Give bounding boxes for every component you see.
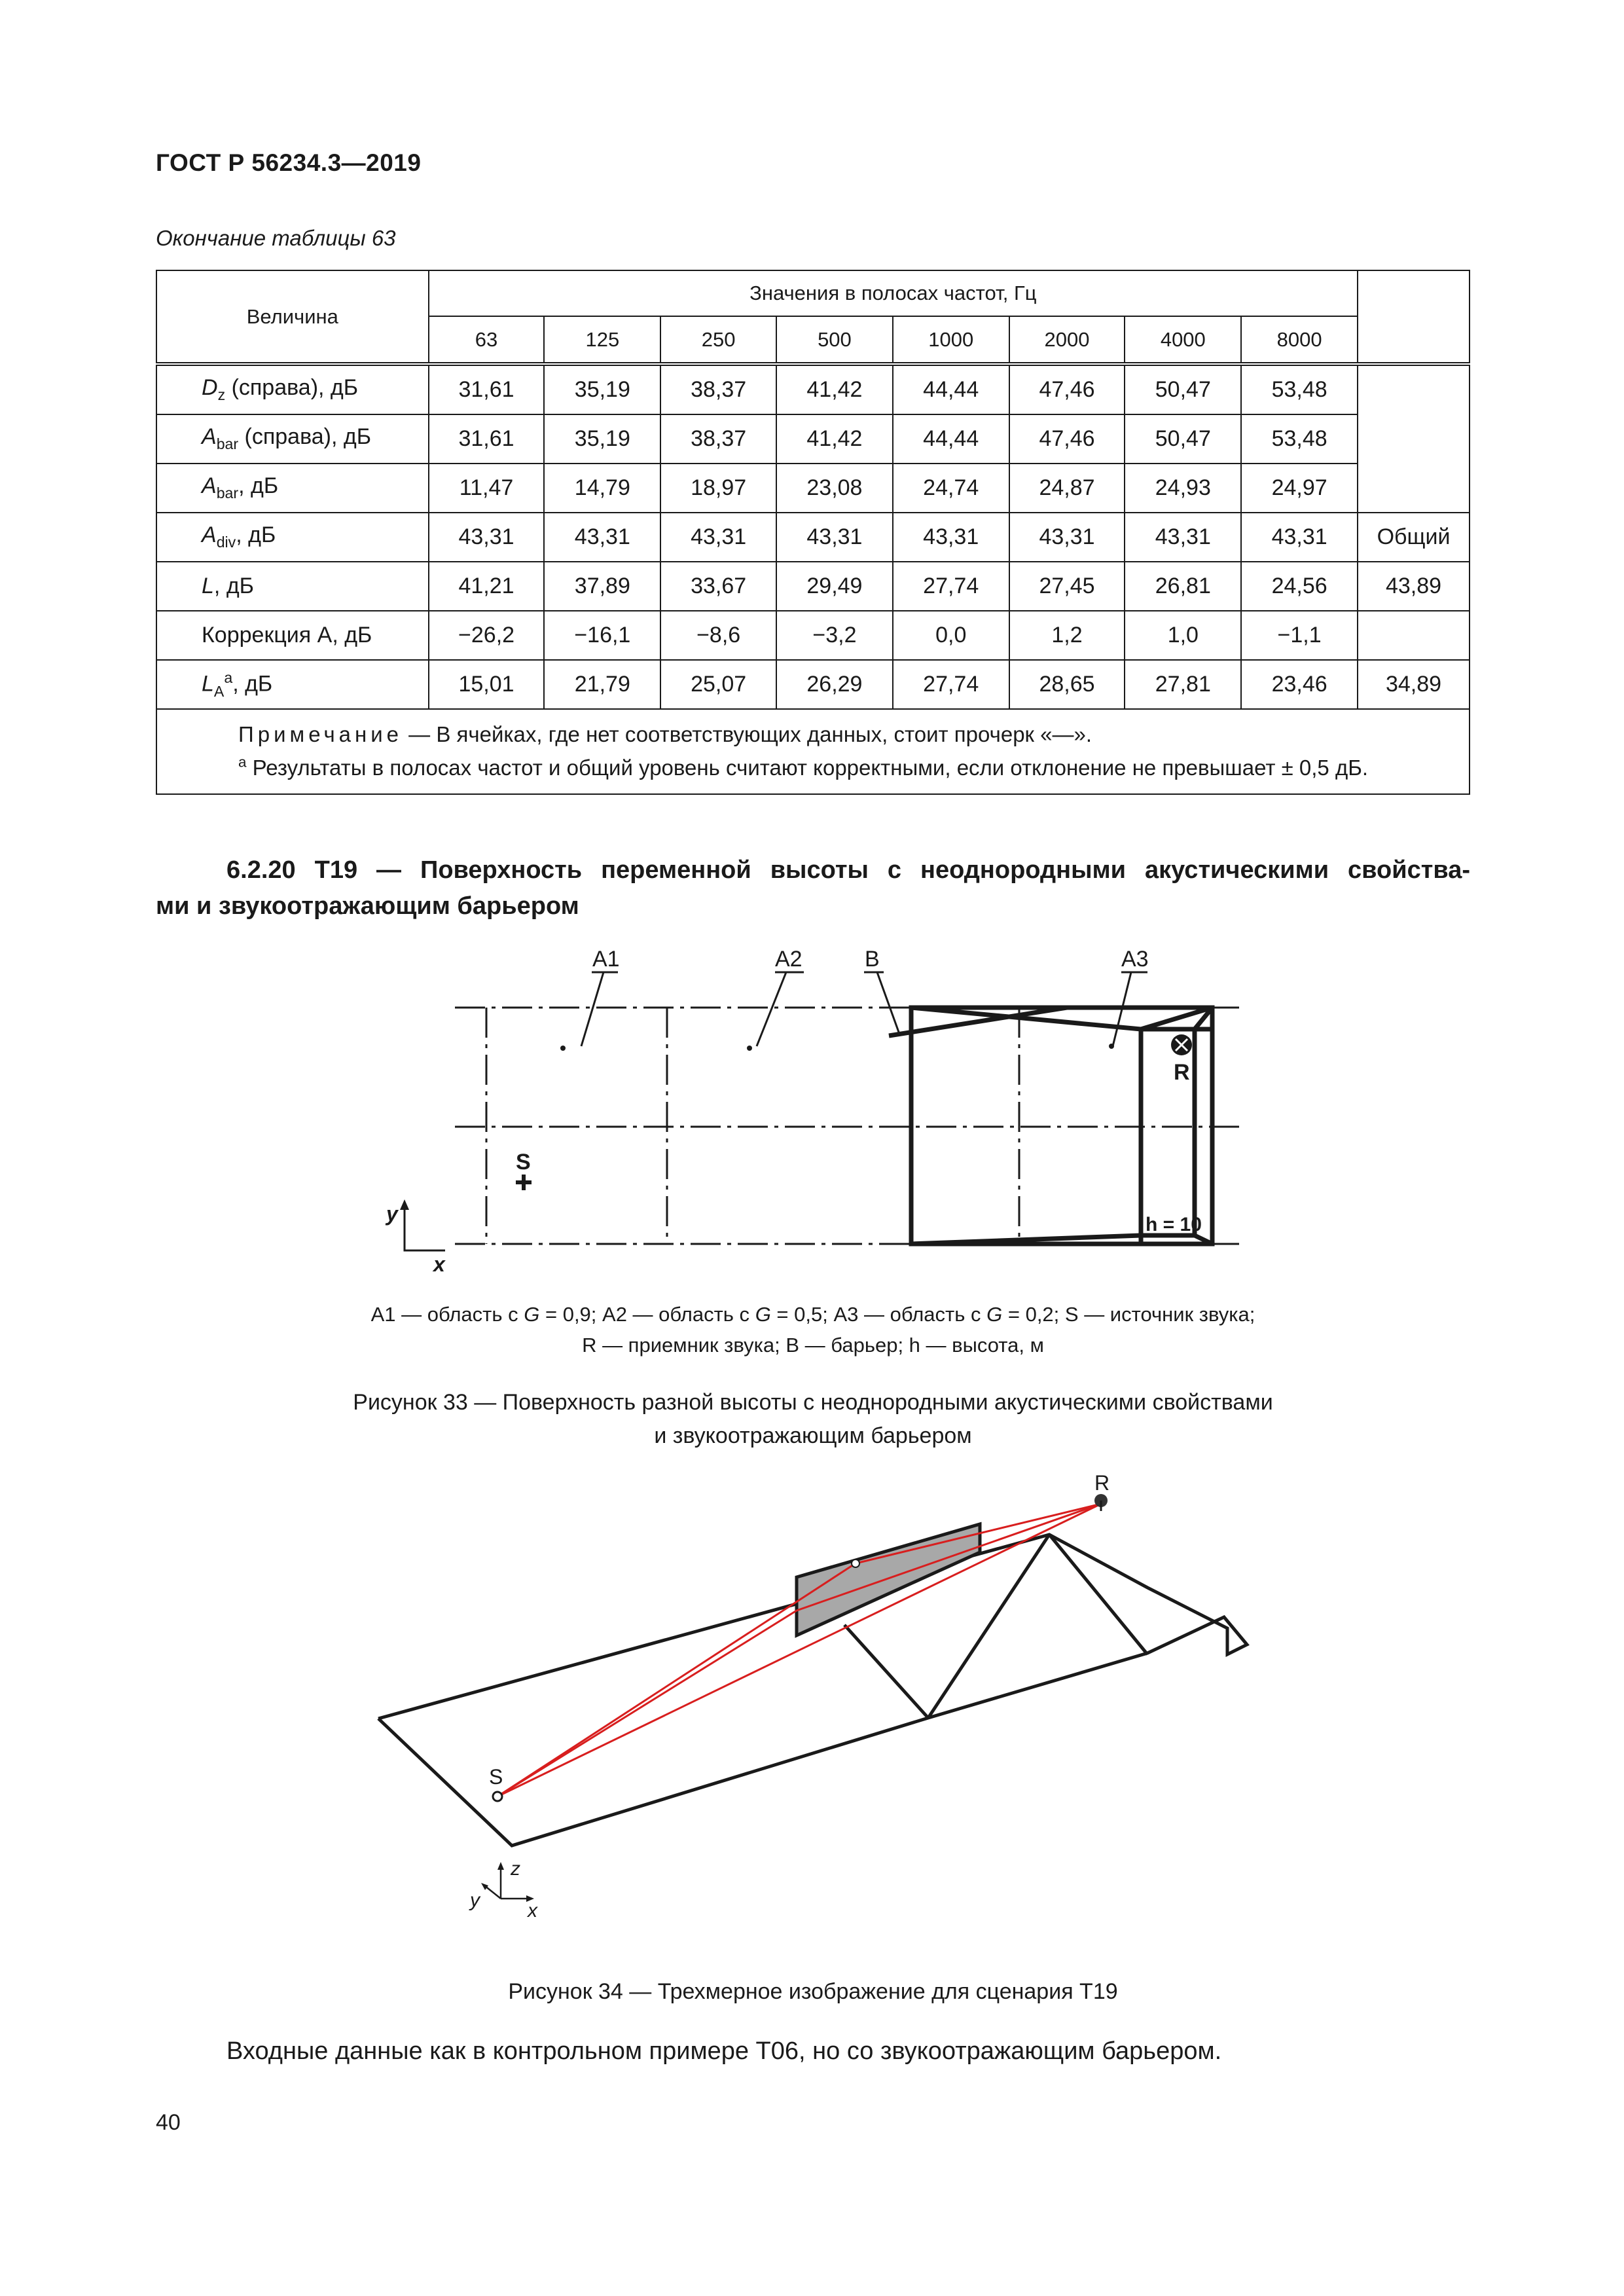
- direct-ray: [497, 1504, 1101, 1796]
- reflection-point: [852, 1559, 859, 1567]
- axis-arrow: [400, 1199, 409, 1210]
- figure-33-caption: [156, 1386, 1470, 1453]
- cell: 24,56: [1241, 562, 1358, 611]
- cell: 38,37: [660, 414, 776, 464]
- ground-fold-line: [1049, 1535, 1147, 1654]
- total-cell: 34,89: [1358, 660, 1470, 709]
- total-cell: Общий: [1358, 513, 1470, 562]
- cell: 31,61: [429, 414, 545, 464]
- row-label: $D_z$ (справа), дБ: [156, 364, 429, 414]
- label-a2: A2: [775, 947, 803, 972]
- table-caption: Окончание таблицы 63: [156, 226, 396, 250]
- row-label: Коррекция А, дБ: [156, 611, 429, 660]
- freq-header: 250: [660, 316, 776, 364]
- caption-line: и звукоотражающим барьером: [654, 1423, 972, 1448]
- axis-label-z: z: [511, 1858, 520, 1880]
- page-number: 40: [156, 2110, 181, 2135]
- label-r: R: [1174, 1060, 1190, 1085]
- freq-header: 63: [429, 316, 545, 364]
- figure-34-3d-view: [367, 1467, 1283, 1951]
- table-row: [156, 414, 1470, 464]
- cell: 24,87: [1009, 464, 1125, 513]
- cell: −16,1: [544, 611, 660, 660]
- cell: 23,08: [776, 464, 893, 513]
- cell: 41,42: [776, 364, 893, 414]
- row-label: L, дБ: [156, 562, 429, 611]
- total-header: [1358, 270, 1470, 364]
- label-s: S: [489, 1765, 503, 1789]
- diffracted-ray: [497, 1563, 856, 1796]
- freq-header: 500: [776, 316, 893, 364]
- leader-line-b: [877, 972, 900, 1036]
- cell: 23,46: [1241, 660, 1358, 709]
- axis-label-x: x: [433, 1252, 445, 1276]
- cell: 53,48: [1241, 414, 1358, 464]
- cell: 43,31: [544, 513, 660, 562]
- cell: 44,44: [893, 414, 1009, 464]
- cell: 41,42: [776, 414, 893, 464]
- receiver-symbol: [1171, 1034, 1192, 1055]
- row-label: $A_{bar}$, дБ: [156, 464, 429, 513]
- label-height: h = 10: [1146, 1214, 1202, 1235]
- frequency-group-header: Значения в полосах частот, Гц: [429, 270, 1358, 316]
- body-paragraph: Входные данные как в контрольном примере Т06, но со звукоотражающим барьером.: [226, 2037, 1222, 2065]
- figure-33-legend: [156, 1300, 1470, 1360]
- cell: 24,93: [1125, 464, 1241, 513]
- cell: 44,44: [893, 364, 1009, 414]
- cell: 0,0: [893, 611, 1009, 660]
- total-cell: 43,89: [1358, 562, 1470, 611]
- axis-label-y: y: [386, 1202, 398, 1226]
- cell: 11,47: [429, 464, 545, 513]
- label-a3: A3: [1121, 947, 1149, 972]
- cell: −26,2: [429, 611, 545, 660]
- table-row: [156, 562, 1470, 611]
- marker-dot: [747, 1046, 752, 1051]
- cell: 43,31: [1125, 513, 1241, 562]
- axis-arrow: [497, 1862, 504, 1870]
- row-label: $A_{div}$, дБ: [156, 513, 429, 562]
- table-row: [156, 364, 1470, 414]
- cell: 28,65: [1009, 660, 1125, 709]
- cell: 37,89: [544, 562, 660, 611]
- reflected-ray-incident: [497, 1611, 797, 1796]
- cell: 47,46: [1009, 414, 1125, 464]
- freq-header: 2000: [1009, 316, 1125, 364]
- cell: 43,31: [429, 513, 545, 562]
- cell: 1,2: [1009, 611, 1125, 660]
- section-heading: 6.2.20 Т19 — Поверхность переменной высоты с неоднородными акустическими свойства- ми и звукоотражающим барьером: [156, 856, 1471, 920]
- cell: 25,07: [660, 660, 776, 709]
- slope-edge: [844, 1625, 928, 1718]
- leader-line-a1: [581, 972, 604, 1046]
- cell: 41,21: [429, 562, 545, 611]
- cell: 29,49: [776, 562, 893, 611]
- row-label: $A_{bar}$ (справа), дБ: [156, 414, 429, 464]
- row-label: $L_A^a$, дБ: [156, 660, 429, 709]
- cell: 43,31: [1241, 513, 1358, 562]
- cell: 26,81: [1125, 562, 1241, 611]
- figure-34-caption: Рисунок 34 — Трехмерное изображение для сценария Т19: [508, 1979, 1118, 2004]
- label-a1: A1: [592, 947, 620, 972]
- cell: 33,67: [660, 562, 776, 611]
- leader-line-a2: [757, 972, 786, 1046]
- axis-label-y: y: [470, 1889, 480, 1911]
- table-row: [156, 660, 1470, 709]
- cell: 27,74: [893, 660, 1009, 709]
- cell: 50,47: [1125, 364, 1241, 414]
- figure-33-plan: [367, 930, 1283, 1277]
- cell: 35,19: [544, 364, 660, 414]
- legend-line: R — приемник звука; В — барьер; h — высота, м: [582, 1333, 1044, 1357]
- label-b: B: [865, 947, 880, 972]
- table-row: [156, 513, 1470, 562]
- cell: 26,29: [776, 660, 893, 709]
- cell: 1,0: [1125, 611, 1241, 660]
- cell: 43,31: [776, 513, 893, 562]
- freq-header: 4000: [1125, 316, 1241, 364]
- freq-header: 125: [544, 316, 660, 364]
- data-table: [156, 270, 1470, 795]
- table-row: [156, 464, 1470, 513]
- cell: 15,01: [429, 660, 545, 709]
- footnote-line: $^a$ Результаты в полосах частот и общий уровень считают корректными, если отклонение не превышает ± 0,5 дБ.: [238, 754, 1369, 780]
- cell: 24,97: [1241, 464, 1358, 513]
- cell: 14,79: [544, 464, 660, 513]
- label-s: S: [516, 1150, 531, 1175]
- cell: 35,19: [544, 414, 660, 464]
- cell: 53,48: [1241, 364, 1358, 414]
- cell: 50,47: [1125, 414, 1241, 464]
- axis-arrow: [481, 1883, 488, 1890]
- cell: 18,97: [660, 464, 776, 513]
- document-header: ГОСТ Р 56234.3—2019: [156, 149, 422, 176]
- marker-dot: [560, 1046, 566, 1051]
- cell: 43,31: [1009, 513, 1125, 562]
- caption-line: Рисунок 33 — Поверхность разной высоты с неоднородными акустическими свойствами: [353, 1390, 1273, 1415]
- table-note-row: [156, 709, 1470, 794]
- axis-triad: [484, 1867, 530, 1899]
- cell: 43,31: [660, 513, 776, 562]
- cell: 21,79: [544, 660, 660, 709]
- axis-label-x: x: [528, 1900, 537, 1922]
- freq-header: 8000: [1241, 316, 1358, 364]
- cell: 38,37: [660, 364, 776, 414]
- table-note: [156, 709, 1470, 794]
- reflected-ray-path: [797, 1504, 1101, 1611]
- total-cell-empty: [1358, 364, 1470, 513]
- source-point: [493, 1792, 502, 1801]
- cell: −3,2: [776, 611, 893, 660]
- marker-dot: [1109, 1044, 1114, 1049]
- label-r: R: [1094, 1471, 1110, 1495]
- legend-line: А1 — область с G = 0,9; А2 — область с G = 0,5; А3 — область с G = 0,2; S — источник звука;: [370, 1303, 1255, 1326]
- cell: 24,74: [893, 464, 1009, 513]
- quantity-header: Величина: [156, 270, 429, 364]
- table-row: [156, 611, 1470, 660]
- note-line: Примечание — В ячейках, где нет соответствующих данных, стоит прочерк «—».: [238, 722, 1092, 746]
- cell: −8,6: [660, 611, 776, 660]
- cell: 27,45: [1009, 562, 1125, 611]
- freq-header: 1000: [893, 316, 1009, 364]
- cell: 27,74: [893, 562, 1009, 611]
- table-head-row: [156, 270, 1470, 316]
- cell: −1,1: [1241, 611, 1358, 660]
- cell: 47,46: [1009, 364, 1125, 414]
- total-cell-empty: [1358, 611, 1470, 660]
- cell: 27,81: [1125, 660, 1241, 709]
- cell: 31,61: [429, 364, 545, 414]
- source-symbol: [516, 1175, 532, 1190]
- axis-icon: [405, 1205, 445, 1250]
- cell: 43,31: [893, 513, 1009, 562]
